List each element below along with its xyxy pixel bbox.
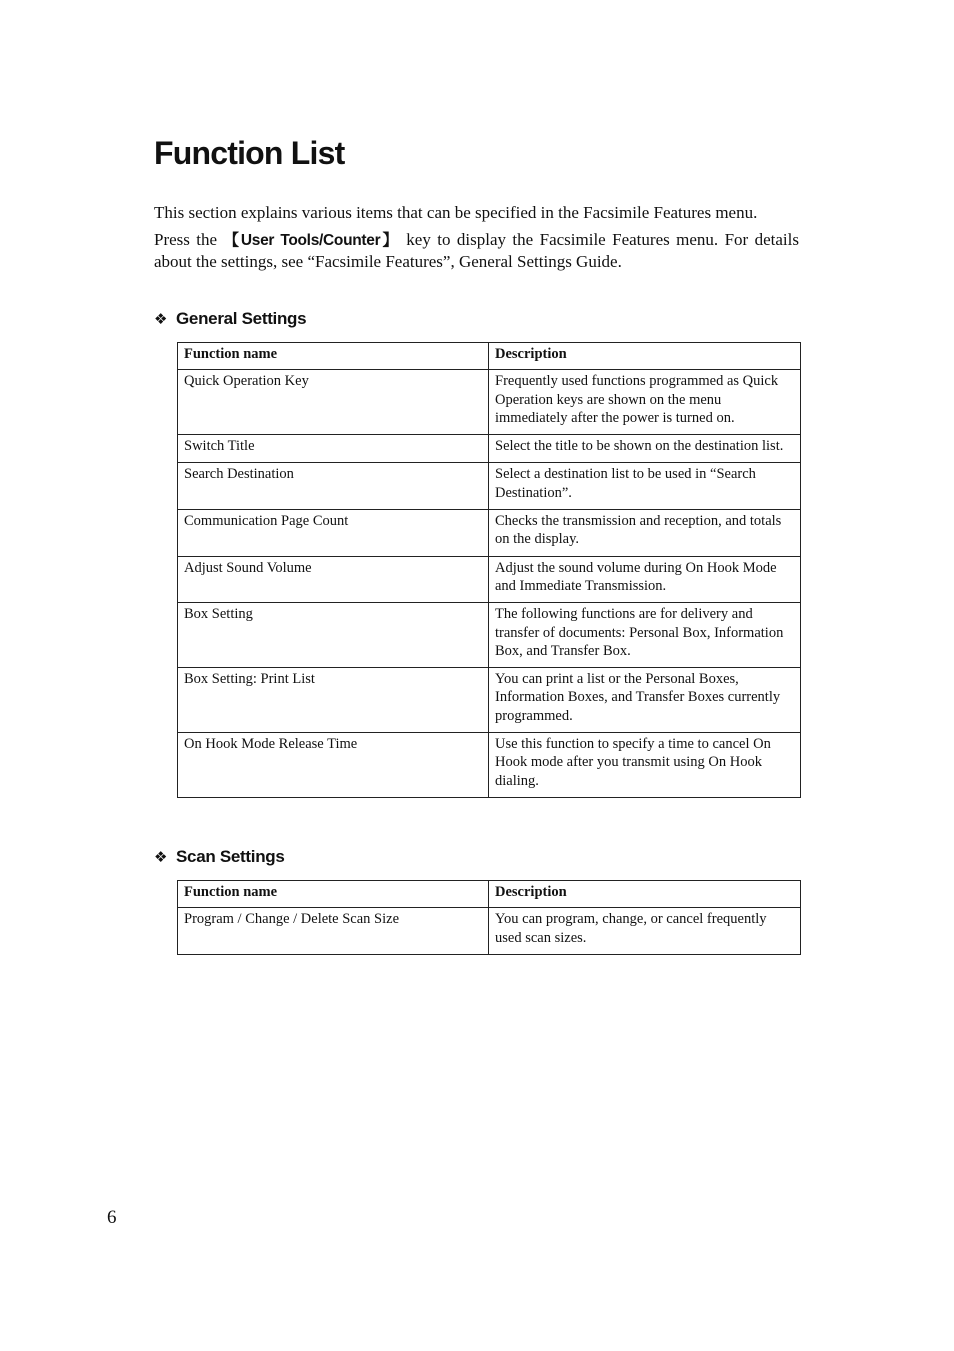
intro-text [154,202,799,278]
general-settings-heading-text: General Settings [176,309,307,328]
description-cell: Select the title to be shown on the destination list. [489,435,801,463]
function-name-cell: Box Setting [178,603,489,668]
function-name-cell: Communication Page Count [178,510,489,557]
table-header-row [178,881,801,908]
table-row [178,556,801,603]
function-name-cell: Adjust Sound Volume [178,556,489,603]
intro-2-after: key to display the Facsimile Features menu. For details about the settings, see “Facsimile Features”, General Settings Guide. [154,230,799,271]
general-settings-heading [154,308,306,331]
column-header-description: Description [489,343,801,370]
table-row [178,668,801,733]
scan-settings-table [177,880,801,955]
general-settings-table [177,342,801,798]
table-row [178,435,801,463]
table-row [178,370,801,435]
table-header-row [178,343,801,370]
description-cell: You can print a list or the Personal Boxes, Information Boxes, and Transfer Boxes currently programmed. [489,668,801,733]
function-name-cell: On Hook Mode Release Time [178,733,489,798]
description-cell: Select a destination list to be used in “Search Destination”. [489,463,801,510]
description-cell: Use this function to specify a time to cancel On Hook mode after you transmit using On Hook dialing. [489,733,801,798]
scan-settings-heading [154,846,285,869]
description-cell: Checks the transmission and reception, and totals on the display. [489,510,801,557]
description-cell: You can program, change, or cancel frequently used scan sizes. [489,908,801,955]
column-header-function-name: Function name [178,343,489,370]
page-title: Function List [154,135,345,171]
table-row [178,463,801,510]
column-header-function-name: Function name [178,881,489,908]
table-row [178,603,801,668]
diamond-bullet-icon: ❖ [154,311,168,328]
scan-settings-heading-text: Scan Settings [176,847,285,866]
diamond-bullet-icon: ❖ [154,849,168,866]
intro-paragraph-1: This section explains various items that can be specified in the Facsimile Features menu. [154,203,758,222]
function-name-cell: Program / Change / Delete Scan Size [178,908,489,955]
intro-paragraph-2 [154,229,799,272]
page-number: 6 [107,1207,117,1228]
description-cell: The following functions are for delivery and transfer of documents: Personal Box, Information Box, and Transfer Box. [489,603,801,668]
function-name-cell: Quick Operation Key [178,370,489,435]
table-row [178,908,801,955]
function-name-cell: Switch Title [178,435,489,463]
function-name-cell: Box Setting: Print List [178,668,489,733]
description-cell: Adjust the sound volume during On Hook Mode and Immediate Transmission. [489,556,801,603]
function-name-cell: Search Destination [178,463,489,510]
description-cell: Frequently used functions programmed as Quick Operation keys are shown on the menu immediately after the power is turned on. [489,370,801,435]
user-tools-counter-key: 【User Tools/Counter】 [223,232,400,249]
table-row [178,733,801,798]
intro-2-before: Press the [154,230,224,249]
table-row [178,510,801,557]
column-header-description: Description [489,881,801,908]
